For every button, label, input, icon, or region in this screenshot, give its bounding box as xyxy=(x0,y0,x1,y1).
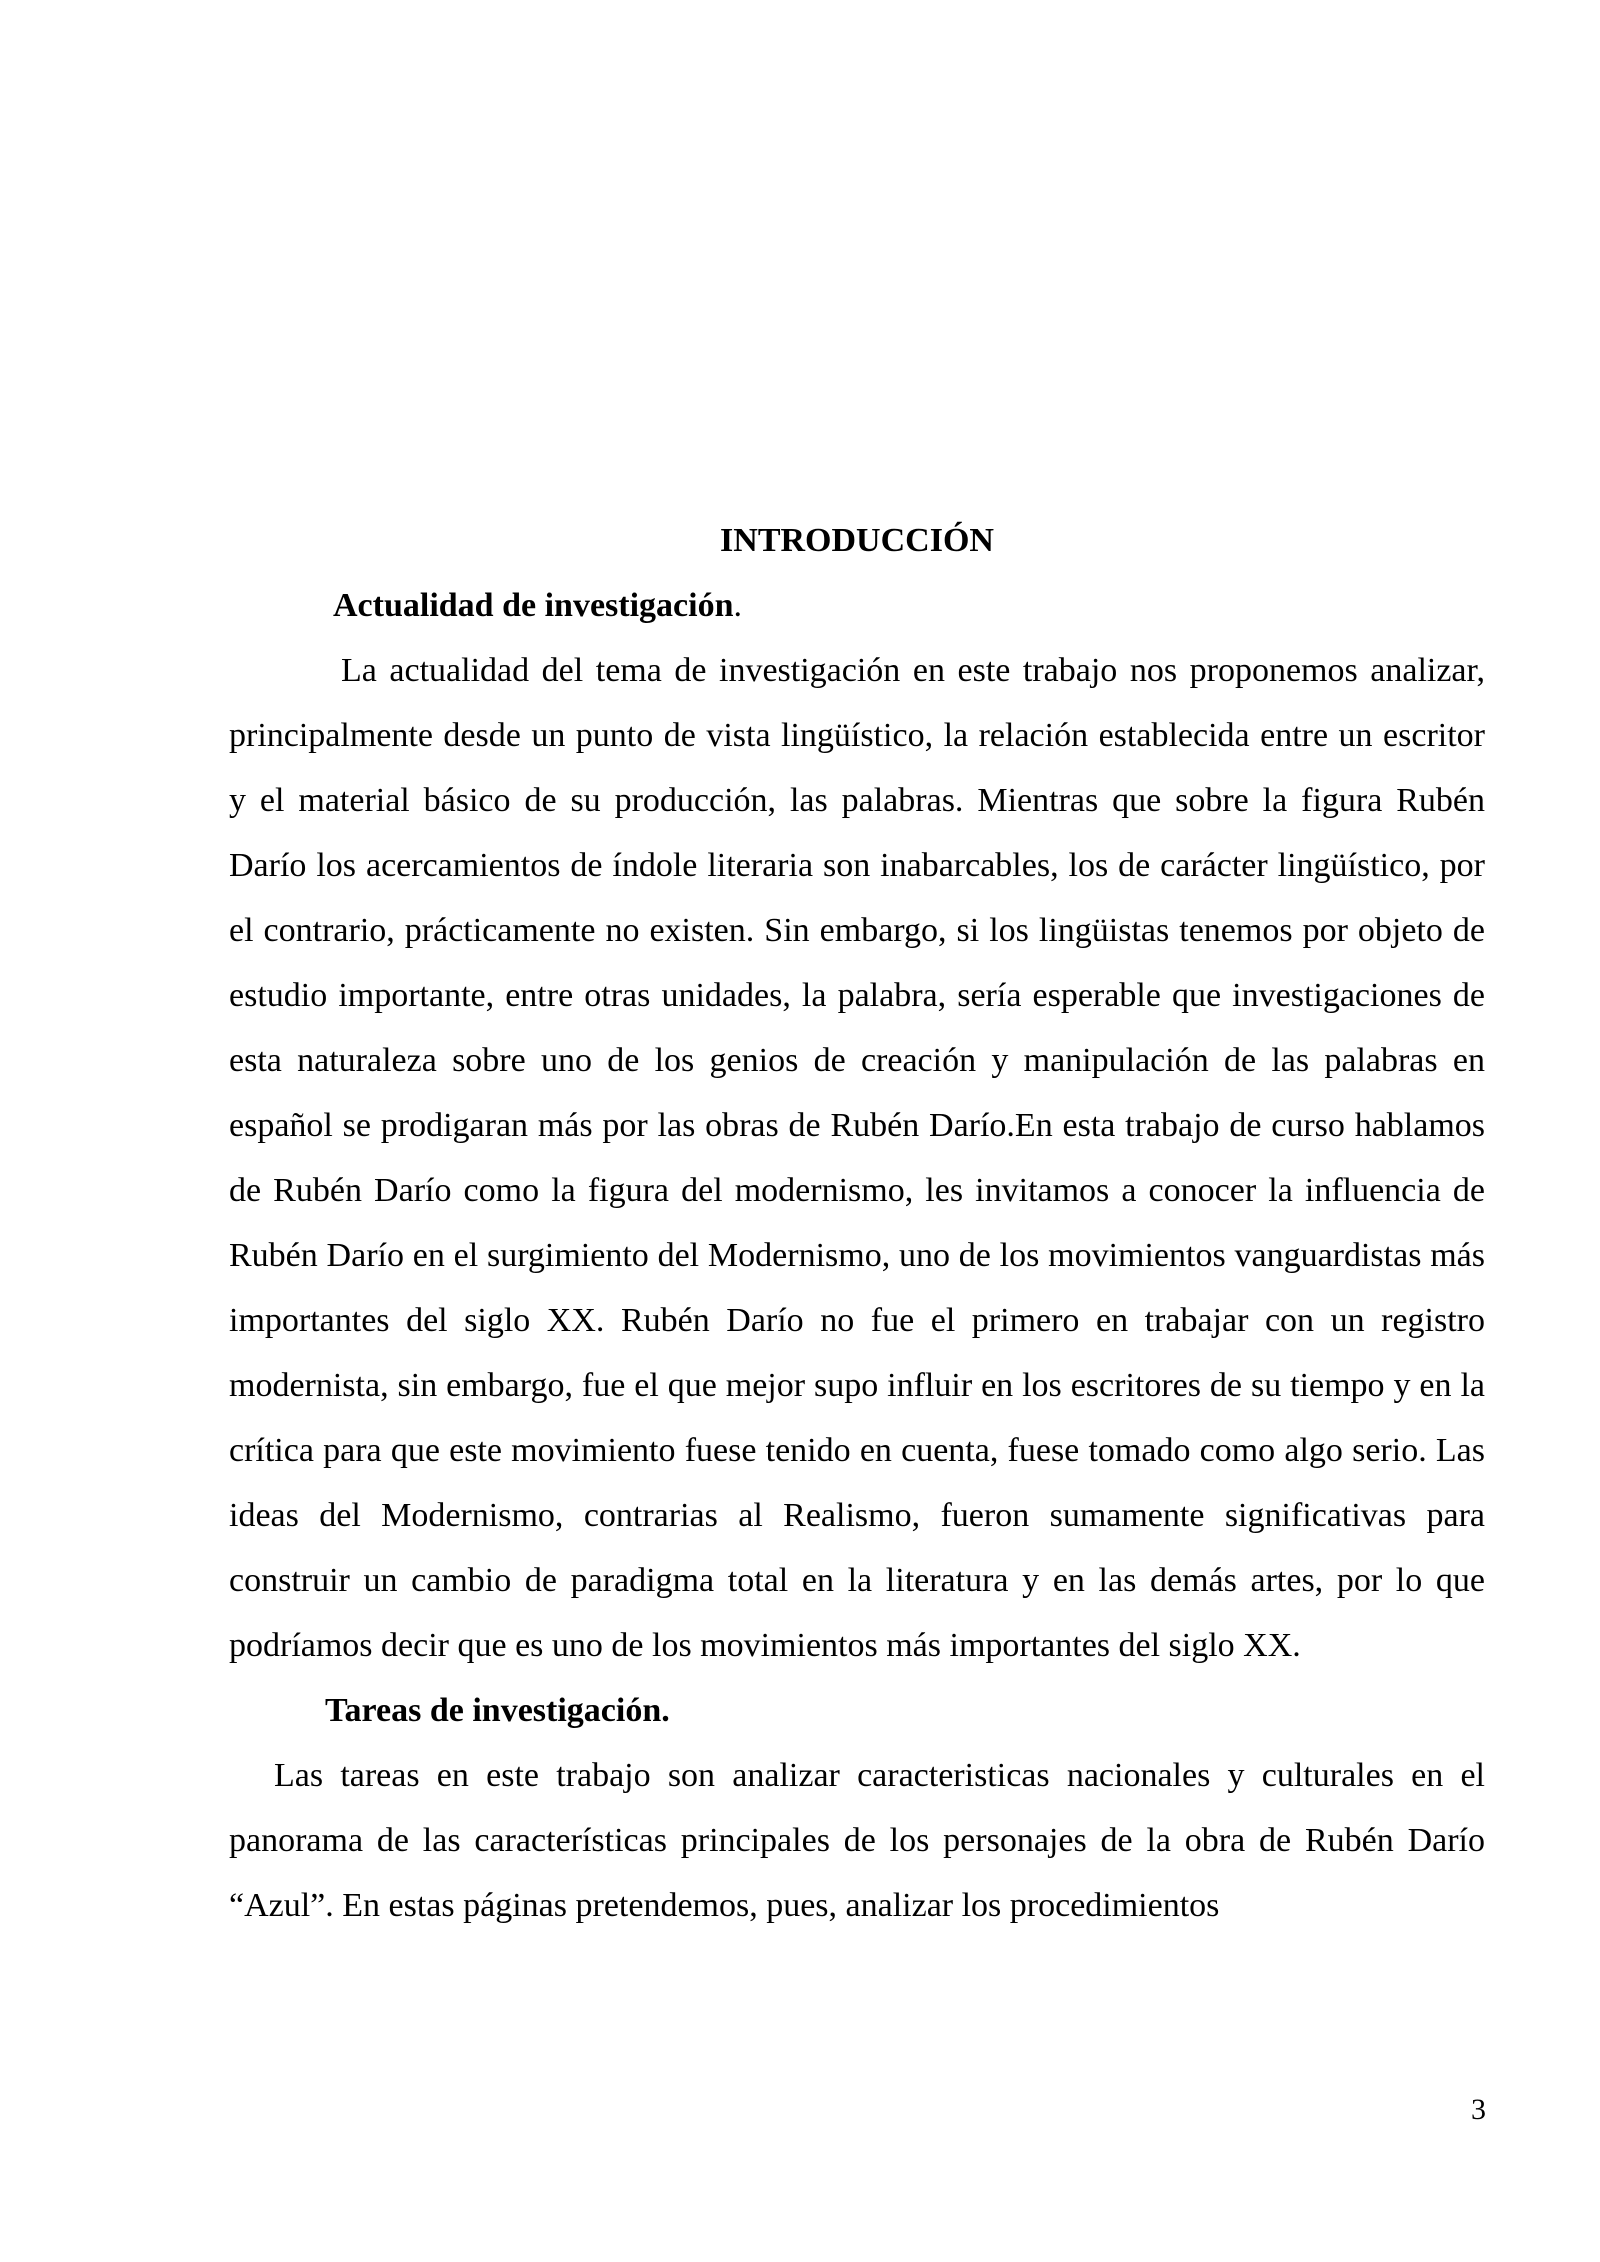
page-body xyxy=(229,508,1485,1938)
section-heading-actualidad-text: Actualidad de investigación xyxy=(333,587,734,624)
section-heading-actualidad-punct: . xyxy=(733,587,742,624)
paragraph-tareas: Las tareas en este trabajo son analizar caracteristicas nacionales y culturales en el panorama de las características principales de los personajes de la obra de Rubén Darío “Azul”. En estas páginas pretendemos, pues, analizar los procedimientos xyxy=(229,1757,1485,1924)
page-title: INTRODUCCIÓN xyxy=(720,522,994,559)
paragraph-actualidad: La actualidad del tema de investigación en este trabajo nos proponemos analizar, principalmente desde un punto de vista lingüístico, la relación establecida entre un escritor y el material básico de su producción, las palabras. Mientras que sobre la figura Rubén Darío los acercamientos de índole literaria son inabarcables, los de carácter lingüístico, por el contrario, prácticamente no existen. Sin embargo, si los lingüistas tenemos por objeto de estudio importante, entre otras unidades, la palabra, sería esperable que investigaciones de esta naturaleza sobre uno de los genios de creación y manipulación de las palabras en español se prodigaran más por las obras de Rubén Darío.En esta trabajo de curso hablamos de Rubén Darío como la figura del modernismo, les invitamos a conocer la influencia de Rubén Darío en el surgimiento del Modernismo, uno de los movimientos vanguardistas más importantes del siglo XX. Rubén Darío no fue el primero en trabajar con un registro modernista, sin embargo, fue el que mejor supo influir en los escritores de su tiempo y en la crítica para que este movimiento fuese tenido en cuenta, fuese tomado como algo serio. Las ideas del Modernismo, contrarias al Realismo, fueron sumamente significativas para construir un cambio de paradigma total en la literatura y en las demás artes, por lo que podríamos decir que es uno de los movimientos más importantes del siglo XX. xyxy=(229,652,1485,1664)
section-heading-tareas: Tareas de investigación. xyxy=(325,1692,670,1729)
page-number: 3 xyxy=(1471,2093,1486,2126)
section-heading-actualidad xyxy=(229,573,1485,638)
